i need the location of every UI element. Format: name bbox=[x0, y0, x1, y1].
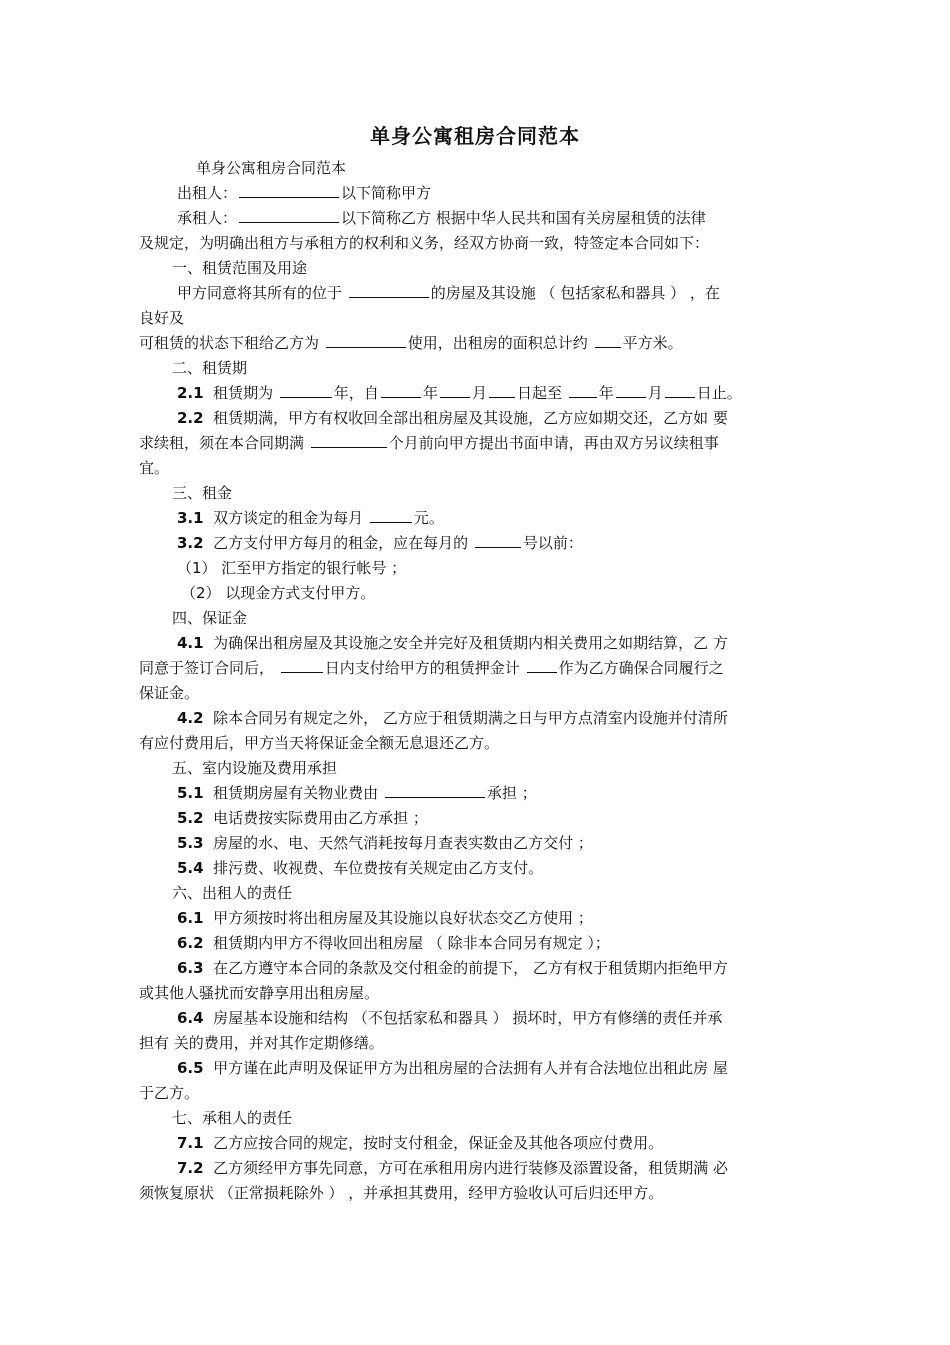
blank bbox=[385, 782, 485, 798]
lessee-line bbox=[139, 206, 809, 231]
section-heading: 六、出租人的责任 bbox=[172, 884, 293, 902]
clause-3-2: 3.2 乙方支付甲方每月的租金，应在每月的 号以前： bbox=[177, 534, 583, 552]
clause-6-3: 6.3 在乙方遵守本合同的条款及交付租金的前提下， 乙方有权于租赁期内拒绝甲方 bbox=[177, 959, 728, 977]
blank bbox=[280, 382, 332, 398]
clause-3-1: 3.1 双方谈定的租金为每月 元。 bbox=[177, 509, 444, 527]
clause-6-3-cont: 或其他人骚扰而安静享用出租房屋。 bbox=[139, 984, 380, 1002]
blank bbox=[440, 382, 470, 398]
usage-blank bbox=[326, 332, 406, 348]
blank bbox=[569, 382, 597, 398]
area-blank bbox=[595, 332, 621, 348]
clause-4-2-cont: 有应付费用后，甲方当天将保证金全额无息退还乙方。 bbox=[139, 734, 500, 752]
clause-5-3: 5.3 房屋的水、电、天然气消耗按每月查表实数由乙方交付 ； bbox=[177, 834, 593, 852]
clause-6-5-cont: 于乙方。 bbox=[139, 1084, 200, 1102]
clause-2-2-cont: 求续租，须在本合同期满 个月前向甲方提出书面申请，再由双方另议续租事 bbox=[139, 434, 719, 452]
clause-6-4-cont: 担有 关的费用，并对其作定期修缮。 bbox=[139, 1034, 384, 1052]
option-2: （2） 以现金方式支付甲方。 bbox=[181, 584, 376, 602]
clause-7-2: 7.2 乙方须经甲方事先同意，方可在承租用房内进行装修及添置设备，租赁期满 必 bbox=[177, 1159, 728, 1177]
s1-line2: 良好及 bbox=[139, 309, 185, 327]
section-heading: 七、承租人的责任 bbox=[172, 1109, 293, 1127]
lessee-label: 承租人： bbox=[177, 209, 238, 227]
subtitle: 单身公寓租房合同范本 bbox=[196, 159, 347, 177]
document-body bbox=[139, 156, 809, 1206]
blank bbox=[281, 657, 323, 673]
lessor-line bbox=[139, 181, 809, 206]
document-title: 单身公寓租房合同范本 bbox=[370, 124, 580, 148]
lessor-label: 出租人： bbox=[177, 184, 238, 202]
s1-line1: 甲方同意将其所有的位于 的房屋及其设施 （ 包括家私和器具 ） ，在 bbox=[177, 284, 720, 302]
section-heading: 二、租赁期 bbox=[172, 359, 248, 377]
section-heading: 三、租金 bbox=[172, 484, 233, 502]
clause-6-5: 6.5 甲方谨在此声明及保证甲方为出租房屋的合法拥有人并有合法地位出租此房 屋 bbox=[177, 1059, 728, 1077]
lessee-suffix: 以下简称乙方 根据中华人民共和国有关房屋租赁的法律 bbox=[341, 209, 706, 227]
lessor-blank bbox=[239, 182, 339, 198]
lessor-suffix: 以下简称甲方 bbox=[341, 184, 432, 202]
blank bbox=[527, 657, 557, 673]
blank bbox=[489, 382, 515, 398]
lessee-blank bbox=[239, 207, 339, 223]
clause-5-1: 5.1 租赁期房屋有关物业费由 承担 ； bbox=[177, 784, 537, 802]
location-blank bbox=[349, 282, 429, 298]
clause-7-2-cont: 须恢复原状 （正常损耗除外 ） ，并承担其费用，经甲方验收认可后归还甲方。 bbox=[139, 1184, 664, 1202]
clause-7-1: 7.1 乙方应按合同的规定，按时支付租金，保证金及其他各项应付费用。 bbox=[177, 1134, 664, 1152]
blank bbox=[311, 432, 387, 448]
clause-4-1-cont: 同意于签订合同后， 日内支付给甲方的租赁押金计 作为乙方确保合同履行之 bbox=[139, 659, 724, 677]
blank bbox=[475, 532, 521, 548]
clause-6-2: 6.2 租赁期内甲方不得收回出租房屋 （ 除非本合同另有规定 ）； bbox=[177, 934, 610, 952]
section-heading: 五、室内设施及费用承担 bbox=[172, 759, 338, 777]
clause-2-2-end: 宜。 bbox=[139, 459, 170, 477]
clause-6-4: 6.4 房屋基本设施和结构 （不包括家私和器具 ） 损坏时，甲方有修缮的责任并承 bbox=[177, 1009, 723, 1027]
section-heading: 一、租赁范围及用途 bbox=[172, 259, 308, 277]
clause-4-2: 4.2 除本合同另有规定之外， 乙方应于租赁期满之日与甲方点清室内设施并付清所 bbox=[177, 709, 728, 727]
s1-line3: 可租赁的状态下租给乙方为 使用，出租房的面积总计约 平方米。 bbox=[139, 334, 683, 352]
blank bbox=[381, 382, 421, 398]
section-heading: 四、保证金 bbox=[172, 609, 248, 627]
clause-2-2: 2.2 租赁期满，甲方有权收回全部出租房屋及其设施，乙方应如期交还，乙方如 要 bbox=[177, 409, 728, 427]
clause-4-1-end: 保证金。 bbox=[139, 684, 200, 702]
intro-continuation: 及规定，为明确出租方与承租方的权利和义务，经双方协商一致，特签定本合同如下： bbox=[139, 234, 710, 252]
clause-5-2: 5.2 电话费按实际费用由乙方承担 ； bbox=[177, 809, 428, 827]
clause-5-4: 5.4 排污费、收视费、车位费按有关规定由乙方支付。 bbox=[177, 859, 544, 877]
clause-6-1: 6.1 甲方须按时将出租房屋及其设施以良好状态交乙方使用 ； bbox=[177, 909, 593, 927]
blank bbox=[370, 507, 412, 523]
option-1: （1） 汇至甲方指定的银行帐号 ； bbox=[177, 559, 407, 577]
blank bbox=[616, 382, 646, 398]
clause-2-1: 2.1 租赁期为 年，自 年 月 日起至 年 月 日止。 bbox=[177, 384, 742, 402]
blank bbox=[665, 382, 695, 398]
clause-4-1: 4.1 为确保出租房屋及其设施之安全并完好及租赁期内相关费用之如期结算，乙 方 bbox=[177, 634, 728, 652]
